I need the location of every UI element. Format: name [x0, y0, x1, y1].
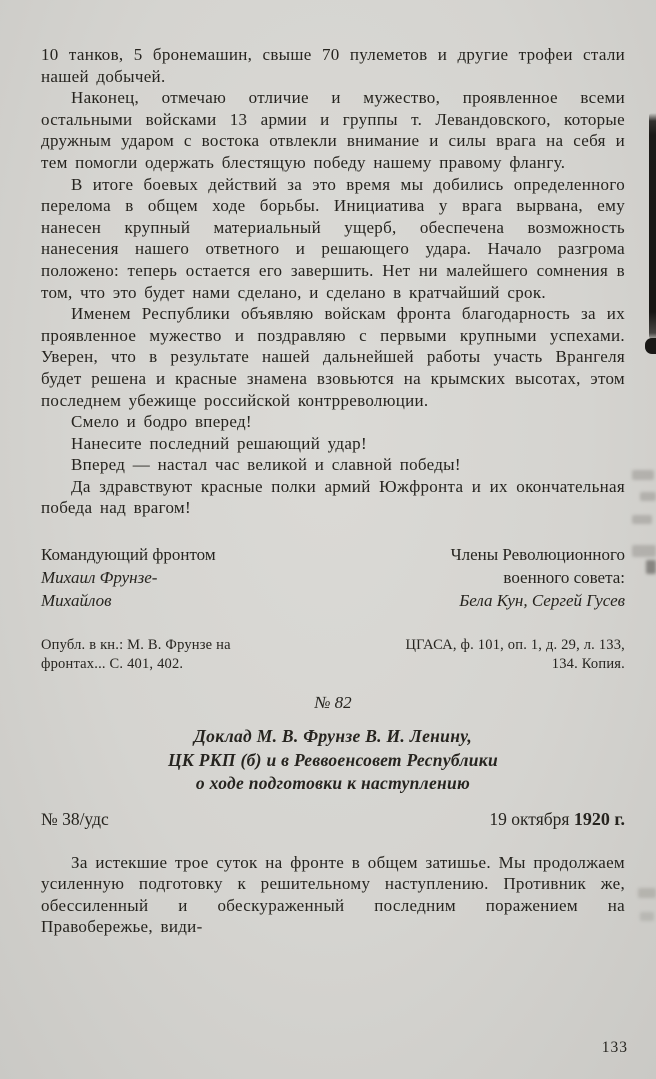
paragraph: Наконец, отмечаю отличие и мужество, проявленное всеми остальными войсками 13 армии и группы т. Левандовского, которые дружным ударом с востока отвлекли внимание и силы врага на себя и тем помогли одержать блестящую победу нашему правому флангу. [41, 88, 625, 172]
signature-role: Члены Революционного военного совета: [450, 545, 625, 588]
signature-block [41, 543, 625, 612]
archive-note: ЦГАСА, ф. 101, оп. 1, д. 29, л. 133, 134. Копия. [405, 637, 625, 672]
paragraph: В итоге боевых действий за это время мы добились определенного перелома в общем ходе борьбы. Инициатива у врага вырвана, ему нанесен крупный материальный ущерб, обеспечена возможность нанесения нашего ответного и решающего удара. Начало разгрома положено: теперь остается его завершить. Нет ни малейшего сомнения в том, что это будет нами сделано, и сделано в кратчайший срок. [41, 174, 625, 302]
document-date-main: 19 октября [489, 808, 570, 829]
document-81-section [41, 44, 625, 673]
document-date-year: 1920 г. [573, 808, 625, 829]
document-date [489, 809, 625, 830]
scan-artifact-edge-bar [649, 113, 656, 339]
scan-bleed-mark [632, 545, 656, 557]
paragraph: За истекшие трое суток на фронте в общем затишье. Мы продолжаем усиленную подготовку к решительному наступлению. Противник же, обессиленный и обескураженный последним поражением на Правобережье, види- [41, 852, 625, 937]
scan-bleed-mark [646, 560, 656, 574]
reference-row [41, 809, 625, 830]
scan-bleed-mark [632, 515, 652, 524]
scan-bleed-mark [632, 470, 654, 480]
scan-bleed-mark [640, 912, 654, 921]
document-title-line: о ходе подготовки к наступлению [195, 773, 471, 794]
document-title [98, 725, 568, 796]
signature-role: Командующий фронтом [41, 545, 216, 565]
signature-name: Михаил Фрунзе-Михайлов [41, 568, 158, 611]
signature-names: Бела Кун, Сергей Гусев [459, 591, 625, 611]
document-82-section [41, 693, 625, 938]
slogan-line: Смело и бодро вперед! [71, 412, 252, 432]
signature-council [385, 543, 625, 612]
scan-artifact-edge-blob [645, 338, 656, 354]
document-number: № 82 [314, 693, 352, 713]
slogan-line: Да здравствуют красные полки армий Южфронта и их окончательная победа над врагом! [41, 476, 625, 518]
document-title-line: Доклад М. В. Фрунзе В. И. Ленину, [193, 726, 473, 747]
slogan-line: Вперед — настал час великой и славной победы! [71, 455, 461, 475]
paragraph: 10 танков, 5 бронемашин, свыше 70 пулеметов и другие трофеи стали нашей добычей. [41, 45, 625, 86]
scan-bleed-mark [640, 492, 656, 501]
page-number: 133 [601, 1039, 628, 1056]
signature-commander [41, 543, 261, 612]
ref-number: № 38/удс [41, 808, 109, 829]
document-title-line: ЦК РКП (б) и в Реввоенсовет Республики [167, 749, 498, 770]
scan-bleed-mark [638, 888, 656, 898]
paragraph: Именем Республики объявляю войскам фронта благодарность за их проявленное мужество и поздравляю с первыми крупными успехами. Уверен, что в результате нашей дальнейшей работы участь Врангеля будет решена и красные знамена взовьются на крымских высотах, этом последнем убежище российской контрреволюции. [41, 304, 625, 410]
source-notes [41, 636, 625, 673]
slogan-line: Нанесите последний решающий удар! [71, 433, 367, 453]
publication-note: Опубл. в кн.: М. В. Фрунзе на фронтах... С. 401, 402. [41, 637, 231, 672]
